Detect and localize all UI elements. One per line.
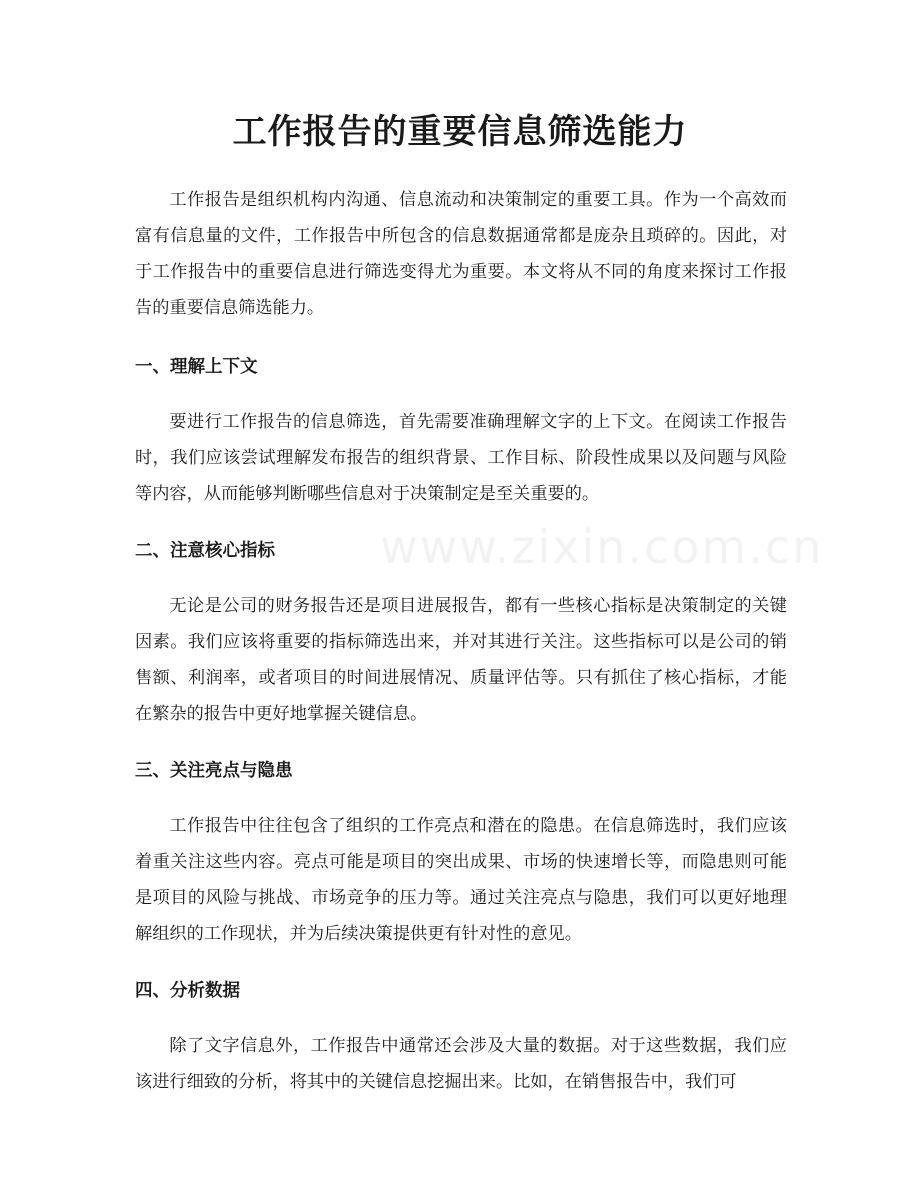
section-paragraph-1: 要进行工作报告的信息筛选，首先需要准确理解文字的上下文。在阅读工作报告时，我们应该尝试理解发布报告的组织背景、工作目标、阶段性成果以及问题与风险等内容，从而能够判断哪些信息对于决策制定是至关重要的。 — [135, 412, 787, 504]
intro-paragraph: 工作报告是组织机构内沟通、信息流动和决策制定的重要工具。作为一个高效而富有信息量的文件，工作报告中所包含的信息数据通常都是庞杂且琐碎的。因此，对于工作报告中的重要信息进行筛选变得尤为重要。本文将从不同的角度来探讨工作报告的重要信息筛选能力。 — [135, 190, 787, 318]
section-heading-4: 四、分析数据 — [135, 981, 240, 1001]
section-paragraph-2: 无论是公司的财务报告还是项目进展报告，都有一些核心指标是决策制定的关键因素。我们应该将重要的指标筛选出来，并对其进行关注。这些指标可以是公司的销售额、利润率，或者项目的时间进展情况、质量评估等。只有抓住了核心指标，才能在繁杂的报告中更好地掌握关键信息。 — [135, 596, 787, 724]
section-paragraph-3: 工作报告中往往包含了组织的工作亮点和潜在的隐患。在信息筛选时，我们应该着重关注这些内容。亮点可能是项目的突出成果、市场的快速增长等，而隐患则可能是项目的风险与挑战、市场竞争的压力等。通过关注亮点与隐患，我们可以更好地理解组织的工作现状，并为后续决策提供更有针对性的意见。 — [135, 816, 787, 944]
watermark: www.zixin.com.cn — [380, 520, 824, 574]
section-heading-2: 二、注意核心指标 — [135, 541, 275, 561]
document-title: 工作报告的重要信息筛选能力 — [232, 112, 688, 152]
section-paragraph-4: 除了文字信息外，工作报告中通常还会涉及大量的数据。对于这些数据，我们应该进行细致的分析，将其中的关键信息挖掘出来。比如，在销售报告中，我们可 — [135, 1036, 787, 1092]
section-heading-3: 三、关注亮点与隐患 — [135, 761, 293, 781]
section-heading-1: 一、理解上下文 — [135, 357, 258, 377]
document-body — [135, 182, 787, 1100]
